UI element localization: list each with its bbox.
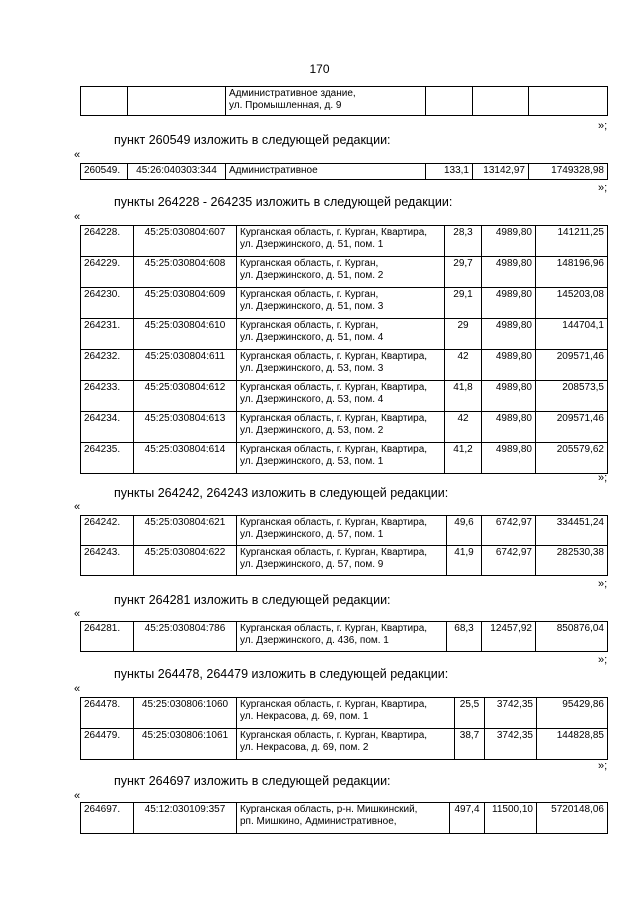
section-heading: пункты 264478, 264479 изложить в следующей редакции: bbox=[114, 667, 449, 681]
table-row: 264231. 45:25:030804:610 Курганская область, г. Курган, ул. Дзержинского, д. 51, пом. 4 29 4989,80 144704,1 bbox=[81, 319, 608, 350]
section-heading: пункт 264281 изложить в следующей редакции: bbox=[114, 593, 391, 607]
table-row: 264228. 45:25:030804:607 Курганская область, г. Курган, Квартира, ул. Дзержинского, д. 51, пом. 1 28,3 4989,80 141211,25 bbox=[81, 226, 608, 257]
table-row: 264232. 45:25:030804:611 Курганская область, г. Курган, Квартира, ул. Дзержинского, д. 53, пом. 3 42 4989,80 209571,46 bbox=[81, 350, 608, 381]
section-heading: пункты 264242, 264243 изложить в следующей редакции: bbox=[114, 486, 449, 500]
page-number: 170 bbox=[309, 62, 330, 76]
section-table bbox=[80, 163, 608, 180]
close-quote: »; bbox=[598, 120, 608, 132]
table-row: 264479. 45:25:030806:1061 Курганская область, г. Курган, Квартира, ул. Некрасова, д. 69, пом. 2 38,7 3742,35 144828,85 bbox=[81, 729, 608, 760]
open-quote: « bbox=[74, 211, 81, 223]
address-cell: Административное здание, ул. Промышленная, д. 9 bbox=[226, 87, 426, 116]
table-row: 264235. 45:25:030804:614 Курганская область, г. Курган, Квартира, ул. Дзержинского, д. 53, пом. 1 41,2 4989,80 205579,62 bbox=[81, 443, 608, 474]
open-quote: « bbox=[74, 790, 81, 802]
table-row: 264242. 45:25:030804:621 Курганская область, г. Курган, Квартира, ул. Дзержинского, д. 57, пом. 1 49,6 6742,97 334451,24 bbox=[81, 516, 608, 546]
table-row: 264233. 45:25:030804:612 Курганская область, г. Курган, Квартира, ул. Дзержинского, д. 53, пом. 4 41,8 4989,80 208573,5 bbox=[81, 381, 608, 412]
table-row bbox=[81, 87, 608, 116]
section-table bbox=[80, 621, 608, 652]
close-quote: »; bbox=[598, 654, 608, 666]
section-table bbox=[80, 802, 608, 834]
section-table bbox=[80, 225, 608, 474]
open-quote: « bbox=[74, 149, 81, 161]
open-quote: « bbox=[74, 608, 81, 620]
close-quote: »; bbox=[598, 472, 608, 484]
table-row: 264478. 45:25:030806:1060 Курганская область, г. Курган, Квартира, ул. Некрасова, д. 69, пом. 1 25,5 3742,35 95429,86 bbox=[81, 698, 608, 729]
table-row: 264697. 45:12:030109:357 Курганская область, р-н. Мишкинский, рп. Мишкино, Административное, 497,4 11500,10 5720148,06 bbox=[81, 803, 608, 834]
table-row: 264234. 45:25:030804:613 Курганская область, г. Курган, Квартира, ул. Дзержинского, д. 53, пом. 2 42 4989,80 209571,46 bbox=[81, 412, 608, 443]
section-table bbox=[80, 515, 608, 576]
table-row: 264229. 45:25:030804:608 Курганская область, г. Курган, ул. Дзержинского, д. 51, пом. 2 29,7 4989,80 148196,96 bbox=[81, 257, 608, 288]
section-heading: пункты 264228 - 264235 изложить в следующей редакции: bbox=[114, 195, 453, 209]
section-heading: пункт 260549 изложить в следующей редакции: bbox=[114, 133, 391, 147]
open-quote: « bbox=[74, 501, 81, 513]
close-quote: »; bbox=[598, 760, 608, 772]
top-table bbox=[80, 86, 608, 116]
section-heading: пункт 264697 изложить в следующей редакции: bbox=[114, 774, 391, 788]
section-table bbox=[80, 697, 608, 760]
table-row: 264230. 45:25:030804:609 Курганская область, г. Курган, ул. Дзержинского, д. 51, пом. 3 29,1 4989,80 145203,08 bbox=[81, 288, 608, 319]
table-row: 264243. 45:25:030804:622 Курганская область, г. Курган, Квартира, ул. Дзержинского, д. 57, пом. 9 41,9 6742,97 282530,38 bbox=[81, 546, 608, 576]
close-quote: »; bbox=[598, 182, 608, 194]
open-quote: « bbox=[74, 683, 81, 695]
table-row: 264281. 45:25:030804:786 Курганская область, г. Курган, Квартира, ул. Дзержинского, д. 436, пом. 1 68,3 12457,92 850876,04 bbox=[81, 622, 608, 652]
table-row: 260549. 45:26:040303:344 Административное 133,1 13142,97 1749328,98 bbox=[81, 164, 608, 180]
close-quote: »; bbox=[598, 578, 608, 590]
